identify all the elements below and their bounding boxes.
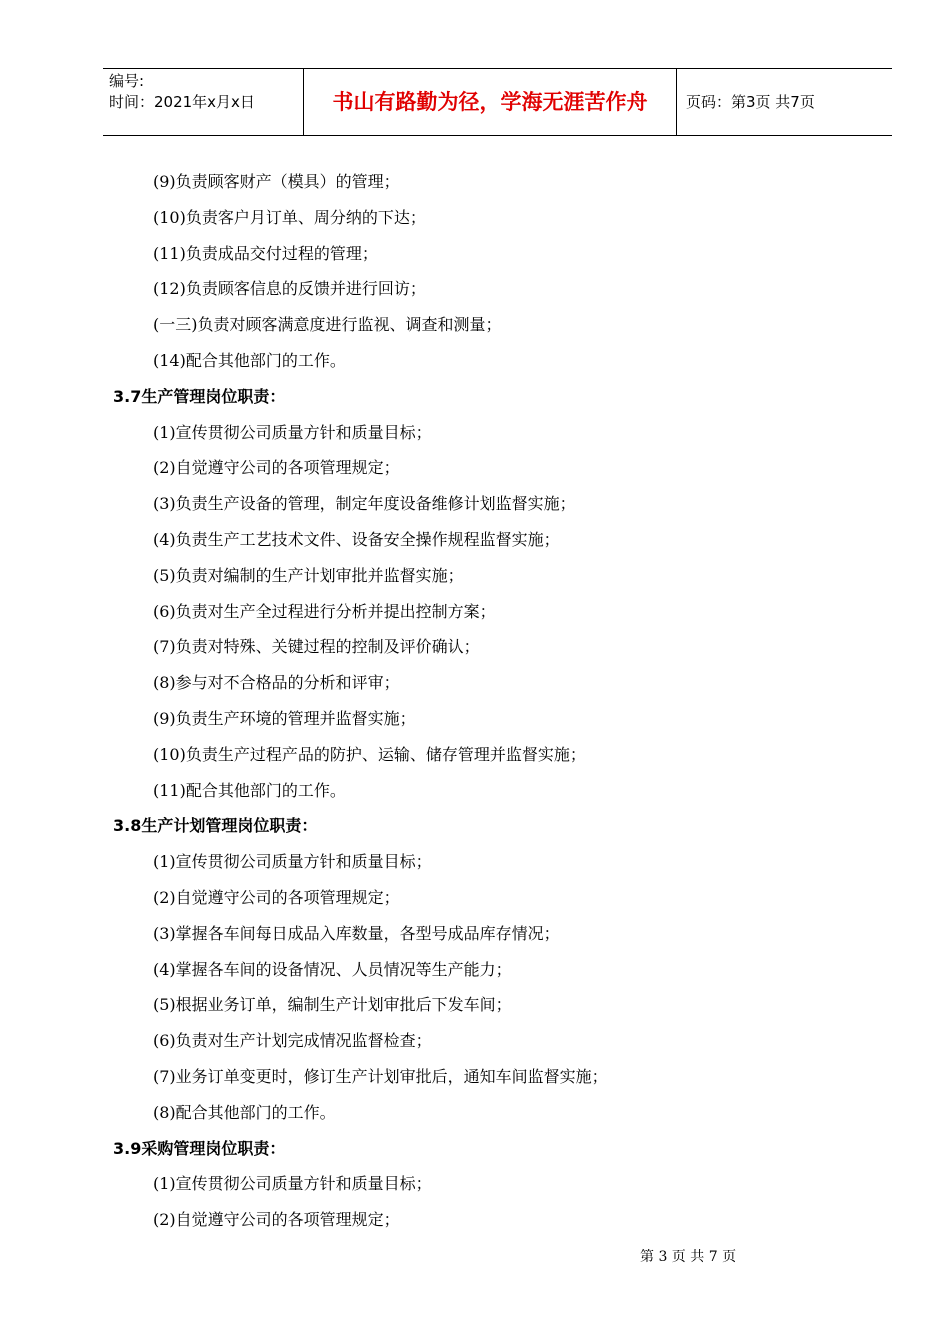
list-item: (2)自觉遵守公司的各项管理规定； bbox=[153, 458, 400, 478]
list-item: (6)负责对生产全过程进行分析并提出控制方案； bbox=[153, 601, 496, 621]
list-item: (14)配合其他部门的工作。 bbox=[153, 350, 346, 370]
list-item: (一三)负责对顾客满意度进行监视、调查和测量； bbox=[153, 315, 502, 335]
list-item: (11)配合其他部门的工作。 bbox=[153, 780, 346, 800]
document-body bbox=[0, 164, 950, 1238]
list-item: (9)负责顾客财产（模具）的管理； bbox=[153, 172, 400, 191]
section-heading: 3.8生产计划管理岗位职责： bbox=[113, 816, 318, 836]
list-item: (4)负责生产工艺技术文件、设备安全操作规程监督实施； bbox=[153, 529, 560, 549]
header-page-info: 页码：第3页 共7页 bbox=[686, 93, 815, 111]
list-item: (1)宣传贯彻公司质量方针和质量目标； bbox=[153, 852, 432, 872]
list-item: (6)负责对生产计划完成情况监督检查； bbox=[153, 1031, 432, 1051]
list-item: (5)根据业务订单，编制生产计划审批后下发车间； bbox=[153, 995, 512, 1015]
page-footer: 第 3 页 共 7 页 bbox=[640, 1249, 737, 1265]
list-item: (7)负责对特殊、关键过程的控制及评价确认； bbox=[153, 637, 480, 657]
list-item: (11)负责成品交付过程的管理； bbox=[153, 243, 378, 263]
document-time-label: 时间：2021年x月x日 bbox=[109, 93, 255, 111]
list-item: (3)负责生产设备的管理，制定年度设备维修计划监督实施； bbox=[153, 494, 576, 514]
section-heading: 3.9采购管理岗位职责： bbox=[113, 1138, 286, 1158]
list-item: (9)负责生产环境的管理并监督实施； bbox=[153, 708, 416, 728]
list-item: (5)负责对编制的生产计划审批并监督实施； bbox=[153, 565, 464, 585]
list-item: (10)负责客户月订单、周分纳的下达； bbox=[153, 207, 426, 227]
header-meta bbox=[103, 69, 303, 135]
list-item: (1)宣传贯彻公司质量方针和质量目标； bbox=[153, 1174, 432, 1194]
document-number-label: 编号: bbox=[109, 72, 145, 90]
list-item: (2)自觉遵守公司的各项管理规定； bbox=[153, 887, 400, 907]
list-item: (4)掌握各车间的设备情况、人员情况等生产能力； bbox=[153, 959, 512, 979]
list-item: (10)负责生产过程产品的防护、运输、储存管理并监督实施； bbox=[153, 744, 586, 764]
header-motto: 书山有路勤为径，学海无涯苦作舟 bbox=[303, 69, 677, 135]
list-item: (1)宣传贯彻公司质量方针和质量目标； bbox=[153, 422, 432, 442]
list-item: (7)业务订单变更时，修订生产计划审批后，通知车间监督实施； bbox=[153, 1066, 608, 1086]
list-item: (12)负责顾客信息的反馈并进行回访； bbox=[153, 279, 426, 299]
list-item: (8)配合其他部门的工作。 bbox=[153, 1102, 336, 1122]
page-header bbox=[103, 68, 892, 136]
list-item: (3)掌握各车间每日成品入库数量，各型号成品库存情况； bbox=[153, 923, 560, 943]
section-heading: 3.7生产管理岗位职责： bbox=[113, 386, 286, 406]
list-item: (8)参与对不合格品的分析和评审； bbox=[153, 673, 400, 693]
list-item: (2)自觉遵守公司的各项管理规定； bbox=[153, 1210, 400, 1230]
